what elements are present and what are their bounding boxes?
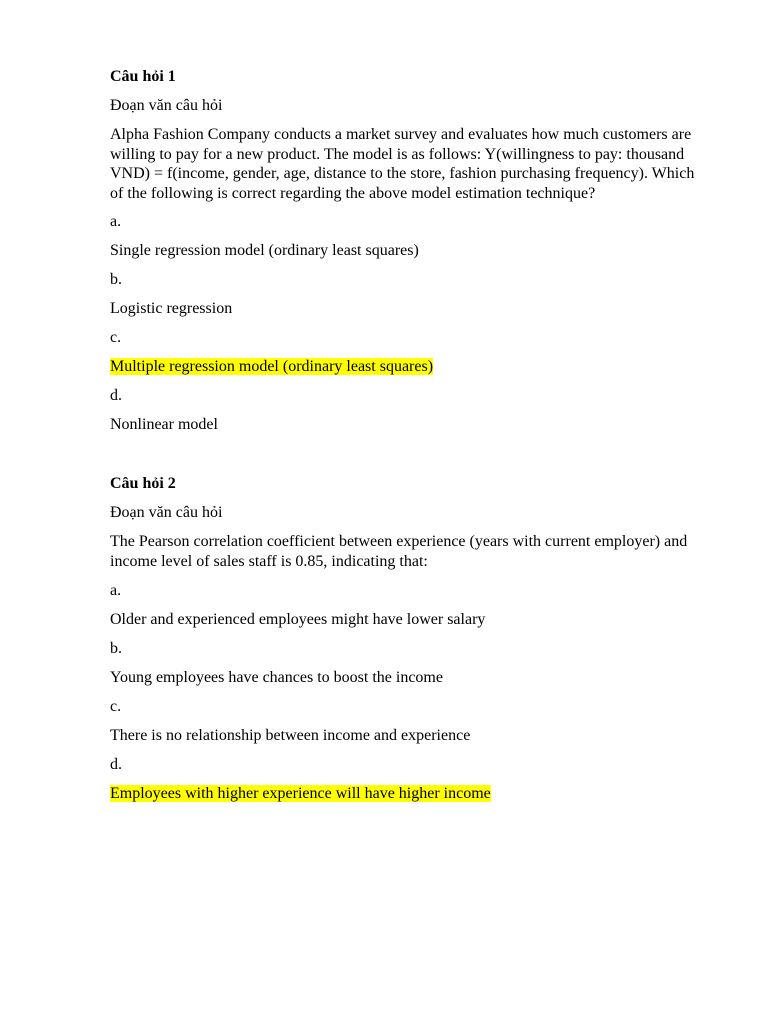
option-a-label: Older and experienced employees might have lower salary	[110, 610, 486, 628]
option-c-text	[110, 726, 700, 746]
question-2	[110, 474, 700, 803]
option-c-letter: c.	[110, 697, 122, 715]
option-b-letter: b.	[110, 271, 122, 289]
option-b-letter: b.	[110, 639, 122, 657]
question-separator	[110, 444, 700, 474]
option-d-text	[110, 415, 700, 435]
option-d-label-highlighted: Employees with higher experience will have higher income	[110, 784, 491, 802]
question-title: Câu hỏi 2	[110, 475, 176, 493]
document-page	[110, 67, 700, 813]
question-text: Alpha Fashion Company conducts a market survey and evaluates how much customers are willing to pay for a new product. The model is as follows: Y(willingness to pay: thousand VND) = f(income, gender, age, distance to the store, fashion purchasing frequency). Which of the following is correct regarding the above model estimation technique?	[110, 126, 695, 202]
option-d-letter: d.	[110, 755, 122, 773]
option-b-label: Young employees have chances to boost the income	[110, 668, 443, 686]
question-1	[110, 67, 700, 435]
option-a-letter: a.	[110, 581, 122, 599]
question-title: Câu hỏi 1	[110, 68, 176, 85]
option-d-letter: d.	[110, 387, 122, 405]
option-b-label: Logistic regression	[110, 300, 233, 318]
option-b-text	[110, 668, 700, 688]
question-text: The Pearson correlation coefficient between experience (years with current employer) and income level of sales staff is 0.85, indicating that:	[110, 533, 688, 570]
option-d-label: Nonlinear model	[110, 416, 218, 434]
option-a-label: Single regression model (ordinary least squares)	[110, 242, 419, 260]
option-d-text	[110, 784, 700, 804]
option-a-letter: a.	[110, 213, 122, 231]
option-c-text	[110, 357, 700, 377]
question-subtitle: Đoạn văn câu hỏi	[110, 504, 223, 522]
option-c-label: There is no relationship between income and experience	[110, 726, 471, 744]
question-subtitle: Đoạn văn câu hỏi	[110, 97, 223, 114]
option-c-letter: c.	[110, 329, 122, 347]
option-c-label-highlighted: Multiple regression model (ordinary least squares)	[110, 358, 434, 376]
option-a-text	[110, 610, 700, 630]
option-b-text	[110, 299, 700, 319]
option-a-text	[110, 241, 700, 261]
